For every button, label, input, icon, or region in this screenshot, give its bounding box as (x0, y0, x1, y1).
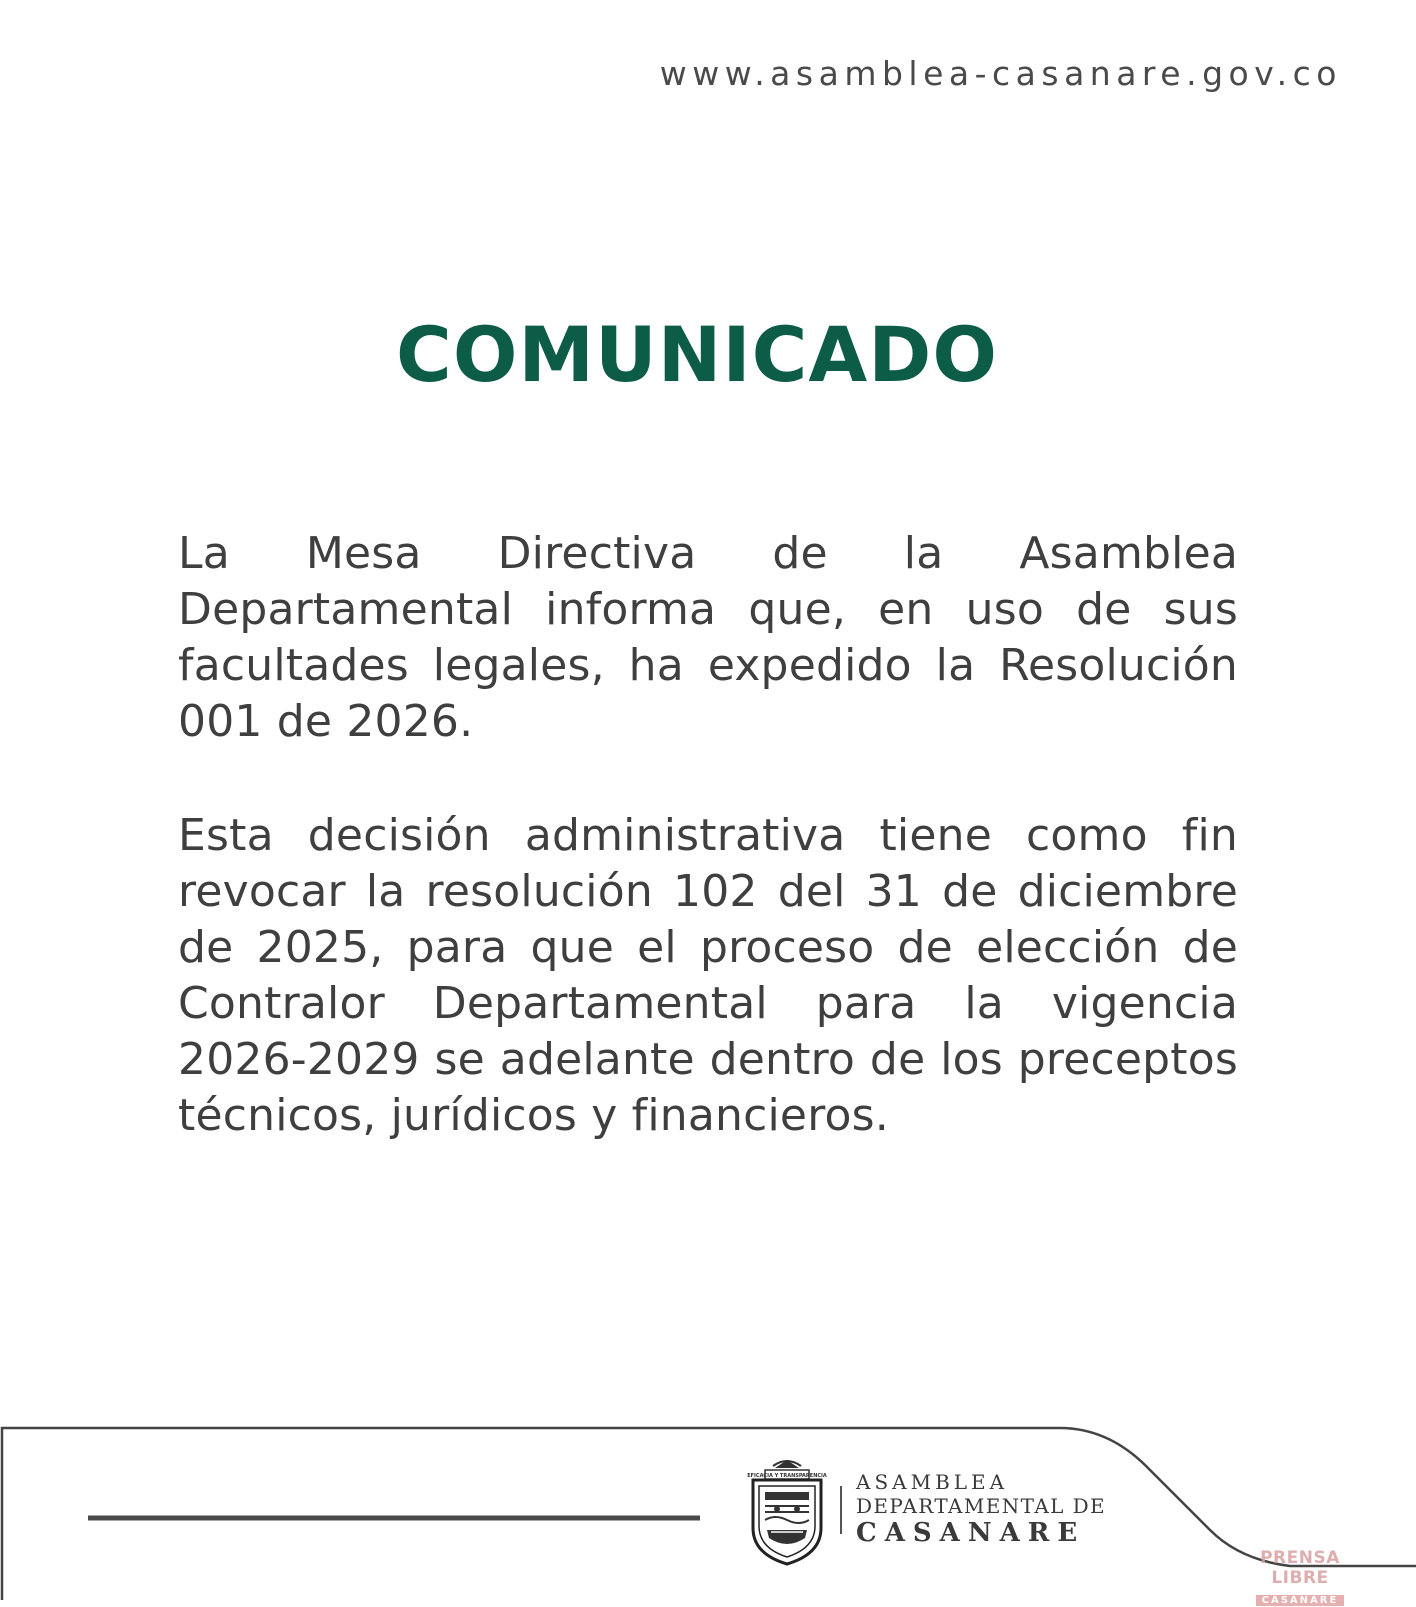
org-line-3: CASANARE (856, 1518, 1086, 1548)
watermark-line-2: CASANARE (1256, 1595, 1345, 1606)
footer-frame (0, 1400, 1416, 1600)
announcement-paragraph-2: Esta decisión administrativa tiene como fin revocar la resolución 102 del 31 de diciembre de 2025, para que el proceso de elección de Contralor Departamental para la vigencia 2026-2029 se adelante dentro de los preceptos técnicos, jurídicos y financieros. (178, 810, 1238, 1141)
website-url: www.asamblea-casanare.gov.co (659, 54, 1342, 93)
announcement-paragraph-1: La Mesa Directiva de la Asamblea Departamental informa que, en uso de sus facultades legales, ha expedido la Resolución 001 de 2026. (178, 528, 1238, 747)
org-line-1: ASAMBLEA (856, 1470, 1009, 1494)
org-line-2: DEPARTAMENTAL DE (856, 1494, 1107, 1518)
watermark-logo (1240, 1548, 1360, 1607)
footer-border-line (2, 1428, 1416, 1600)
org-divider (840, 1486, 842, 1534)
casanare-coat-of-arms-icon (745, 1458, 829, 1566)
organization-name (856, 1470, 1106, 1548)
svg-text:EFICACIA Y TRANSPARENCIA: EFICACIA Y TRANSPARENCIA (747, 1473, 827, 1479)
watermark-line-1: PRENSA LIBRE (1260, 1548, 1340, 1588)
page-title: COMUNICADO (396, 310, 998, 399)
